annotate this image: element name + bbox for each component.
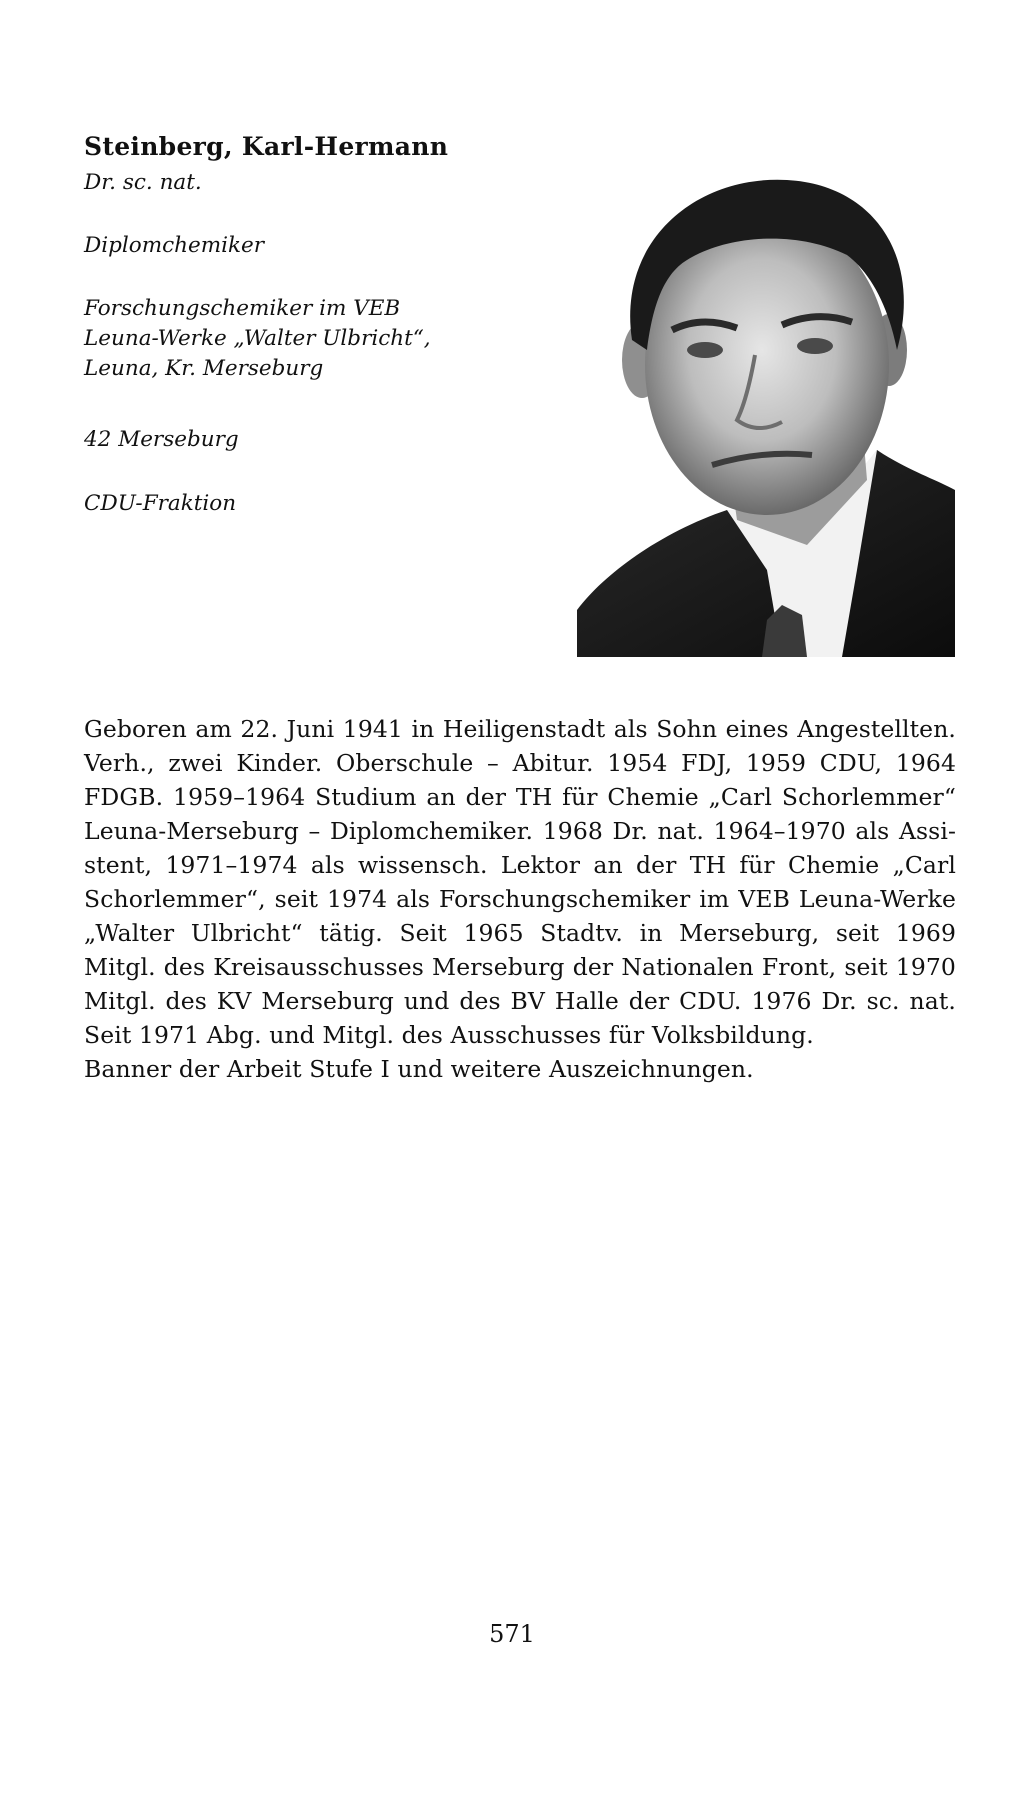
biography: [84, 712, 956, 1086]
biography-line: „Walter Ulbricht“ tätig. Seit 1965 Stadtv. in Merseburg, seit 1969: [84, 919, 956, 947]
biography-line: FDGB. 1959–1964 Studium an der TH für Chemie „Carl Schorlemmer“: [84, 783, 956, 811]
biography-line: Banner der Arbeit Stufe I und weitere Auszeichnungen.: [84, 1055, 754, 1083]
biography-line: Schorlemmer“, seit 1974 als Forschungschemiker im VEB Leuna-Werke: [84, 885, 956, 913]
person-name: Steinberg, Karl-Hermann: [84, 132, 449, 161]
biography-line: Geboren am 22. Juni 1941 in Heiligenstadt als Sohn eines Angestellten.: [84, 715, 956, 743]
biography-line: Leuna-Merseburg – Diplomchemiker. 1968 Dr. nat. 1964–1970 als Assi-: [84, 817, 956, 845]
academic-title: Dr. sc. nat.: [84, 170, 202, 195]
faction: CDU-Fraktion: [84, 491, 237, 516]
position-line: Forschungschemiker im VEB: [84, 296, 401, 321]
address: 42 Merseburg: [84, 427, 239, 452]
profession: Diplomchemiker: [84, 233, 264, 258]
position-line: Leuna, Kr. Merseburg: [84, 356, 324, 381]
position: [84, 294, 431, 384]
biography-line: Seit 1971 Abg. und Mitgl. des Ausschusses für Volksbildung.: [84, 1021, 814, 1049]
biography-line: Verh., zwei Kinder. Oberschule – Abitur. 1954 FDJ, 1959 CDU, 1964: [84, 749, 956, 777]
biography-line: Mitgl. des Kreisausschusses Merseburg der Nationalen Front, seit 1970: [84, 953, 956, 981]
biography-line: Mitgl. des KV Merseburg und des BV Halle der CDU. 1976 Dr. sc. nat.: [84, 987, 956, 1015]
biography-line: stent, 1971–1974 als wissensch. Lektor an der TH für Chemie „Carl: [84, 851, 956, 879]
position-line: Leuna-Werke „Walter Ulbricht“,: [84, 326, 431, 351]
page-number: 571: [489, 1620, 535, 1648]
portrait-photo: [577, 150, 955, 657]
